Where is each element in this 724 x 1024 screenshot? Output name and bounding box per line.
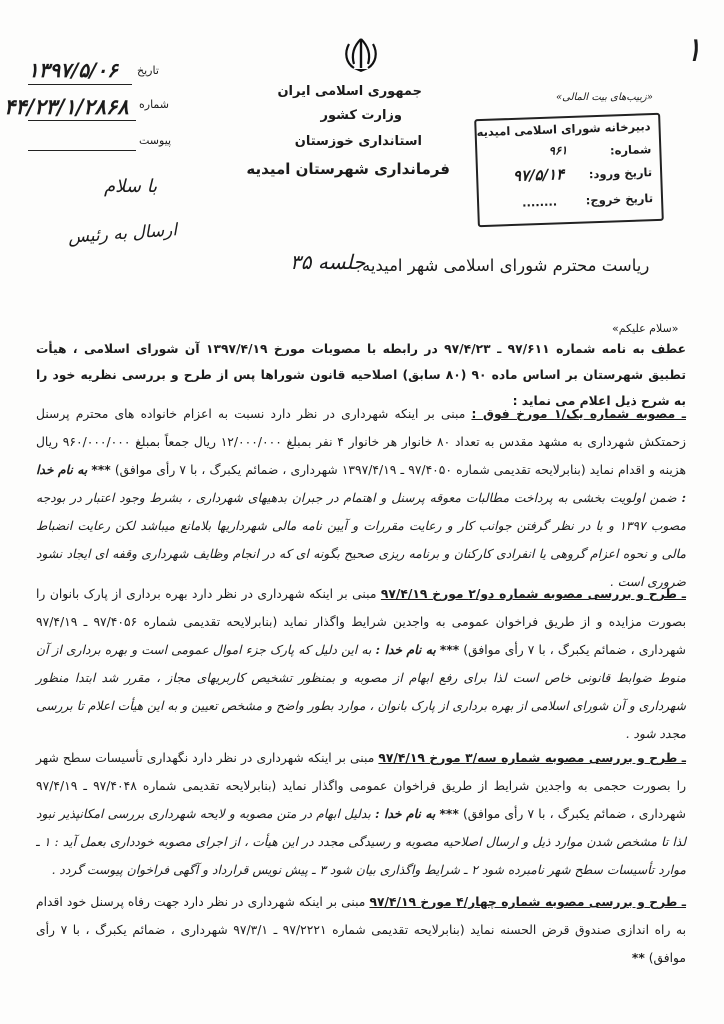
stamp-exit-value: ........ xyxy=(521,194,558,210)
item-3-marks: *** xyxy=(439,807,459,821)
intro-paragraph: عطف به نامه شماره ۹۷/۶۱۱ ـ ۹۷/۴/۲۳ در رابطه با مصوبات مورخ ۱۳۹۷/۴/۱۹ آن شورای اسلامی ، هیأت تطبیق شهرستان بر اساس ماده ۹۰ (۸۰ سابق) اصلاحیه قانون شوراها پس از طرح و بررسی نظریه خود را به شرح ذیل اعلام می نماید : xyxy=(36,342,687,408)
stamp-title: دبیرخانه شورای اسلامی امیدیه xyxy=(476,119,651,140)
item-2-body: مبنی بر اینکه شهرداری در نظر دارد بهره برداری از پارک بانوان را بصورت مزایده و از طریق فراخوان عمومی به واجدین شرایط واگذار نماید (بنابرلایحه تقدیمی شماره ۹۷/۴۰۵۶ ـ ۹۷/۴/۱۹ شهرداری ، ضمائم یکبرگ ، با ۷ رأی موافق) xyxy=(36,587,687,657)
addressee-note: جلسه ۳۵ xyxy=(290,250,366,274)
item-4-marks: ** xyxy=(631,951,645,965)
item-3-ruling: بدلیل ابهام در متن مصوبه و لایحه شهرداری بررسی امکانپذیر نبود لذا تا مشخص شدن موارد ذیل و ارسال اصلاحیه مصوبه و رسیدگی مجدد در این هیأت ، از اجرای مصوبه خودداری بعمل آید : ۱ ـ موارد تأسیسات سطح شهر نامبرده شود ۲ ـ شرایط واگذاری بیان شود ۳ ـ پیش نویس قرارداد و آگهی فراخوان پیوست گردد . xyxy=(36,807,686,877)
attachment-label: پیوست xyxy=(139,134,172,147)
item-2-marks: *** xyxy=(439,643,460,657)
greeting: «سلام علیکم» xyxy=(612,322,679,335)
handwritten-note-greeting: با سلام xyxy=(104,176,158,197)
org-ministry: وزارت کشور xyxy=(320,108,402,123)
org-office: فرمانداری شهرستان امیدیه xyxy=(246,160,450,178)
item-2-ruling: به این دلیل که پارک جزء اموال عمومی است و بهره برداری از آن منوط ضوابط قانونی خاص است لذا برای رفع ابهام از مصوبه و بمنظور تشخیص کاربریهای مجاز ، مقرر شد ابتدا منظور شهرداری و آن شورای اسلامی از بهره برداری از پارک بانوان ، موارد بطور واضح و مشخص تعیین و به این هیأت اعلام تا بررسی مجدد شود . xyxy=(36,643,686,741)
date-value: ۱۳۹۷/۵/۰۶ xyxy=(28,58,118,82)
item-1-ruling: ضمن اولویت بخشی به پرداخت مطالبات معوقه پرسنل و اهتمام در جبران بدهیهای شهرداری ، بشرط وجود اعتبار در بودجه مصوب ۱۳۹۷ و با در نظر گرفتن جوانب کار و رعایت مقررات و آیین نامه مالی شهرداریها بلامانع میباشد لکن رعایت انضباط مالی و نحوه اعزام گروهی یا انفرادی کارکنان و برنامه ریزی صحیح بگونه ای که در انجام وظایف شهرداری وقفه ای ایجاد نشود ضروری است . xyxy=(36,491,686,589)
top-right-note: «زبیب‌های بیت المالی» xyxy=(556,92,653,103)
number-label: شماره xyxy=(139,98,170,111)
item-3-ruling-label: به نام خدا : xyxy=(374,806,436,821)
item-4 xyxy=(36,888,686,972)
stamp-exit-label: تاریخ خروج: xyxy=(585,191,654,208)
item-3-heading: ـ طرح و بررسی مصوبه شماره سه/۳ مورخ ۹۷/۴/۱۹ xyxy=(378,751,686,765)
item-3-body: مبنی بر اینکه شهرداری در نظر دارد نگهداری تأسیسات سطح شهر را بصورت حجمی به واجدین شرایط از طریق فراخوان عمومی واگذار نماید (بنابرلایحه تقدیمی شماره ۹۷/۴۰۴۸ ـ ۹۷/۴/۱۹ شهرداری ، ضمائم یکبرگ ، با ۷ رأی موافق) xyxy=(36,751,687,821)
item-2-ruling-label: به نام خدا : xyxy=(375,642,436,657)
item-1-ruling-label: به نام خدا : xyxy=(36,462,686,505)
item-1 xyxy=(36,400,686,596)
item-4-body: مبنی بر اینکه شهرداری در نظر دارد جهت رفاه پرسنل خود اقدام به راه اندازی صندوق قرض الحسنه نماید (بنابرلایحه تقدیمی شماره ۹۷/۲۲۲۱ ـ ۹۷/۳/۱ شهرداری ، ضمائم یکبرگ ، با ۷ رأی موافق) xyxy=(36,895,687,965)
item-1-marks: *** xyxy=(91,463,111,477)
item-3 xyxy=(36,744,686,884)
handwritten-note-forward: ارسال به رئیس xyxy=(67,220,178,248)
corner-mark: ۱ xyxy=(684,30,703,70)
org-country: جمهوری اسلامی ایران xyxy=(277,84,422,99)
item-2 xyxy=(36,580,686,748)
stamp-entry-label: تاریخ ورود: xyxy=(588,165,653,182)
received-stamp xyxy=(474,113,664,227)
date-label: تاریخ xyxy=(137,64,159,77)
stamp-number-value: ۹۶۱ xyxy=(548,143,568,158)
iran-emblem-icon xyxy=(343,36,379,74)
number-value: ۴۴/۲۳/۱/۲۸۶۸ xyxy=(4,94,129,119)
stamp-number-label: شماره: xyxy=(609,142,652,158)
org-province: استانداری خوزستان xyxy=(294,134,422,149)
item-4-heading: ـ طرح و بررسی مصوبه شماره چهار/۴ مورخ ۹۷/۴/۱۹ xyxy=(369,895,687,909)
addressee: ریاست محترم شورای اسلامی شهر امیدیه xyxy=(362,256,650,275)
stamp-entry-value: ۹۷/۵/۱۴ xyxy=(512,165,565,185)
item-1-heading: ـ مصوبه شماره یک/۱ مورخ فوق : xyxy=(471,407,686,421)
item-2-heading: ـ طرح و بررسی مصوبه شماره دو/۲ مورخ ۹۷/۴/۱۹ xyxy=(380,587,686,601)
item-1-body: مبنی بر اینکه شهرداری در نظر دارد نسبت به اعزام خانواده های محترم پرسنل زحمتکش شهرداری به مشهد مقدس به تعداد ۸۰ خانوار هر خانوار ۴ نفر بمبلغ ۱۲/۰۰۰/۰۰۰ ریال جمعاً بمبلغ ۹۶۰/۰۰۰/۰۰۰ ریال هزینه و اقدام نماید (بنابرلایحه تقدیمی شماره ۹۷/۴۰۵۰ ـ ۱۳۹۷/۴/۱۹ شهرداری ، ضمائم یکبرگ ، با ۷ رأی موافق) xyxy=(36,407,687,477)
